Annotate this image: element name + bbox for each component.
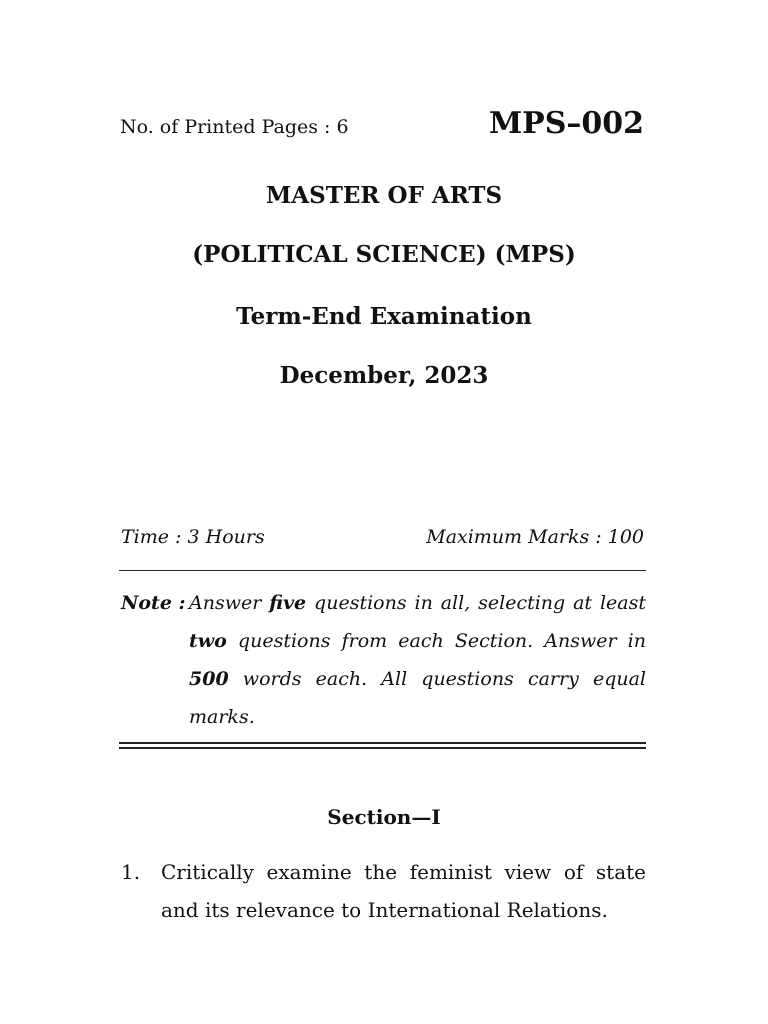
section-title: Section—I: [327, 805, 441, 829]
note-label: Note :: [121, 592, 186, 614]
maximum-marks: Maximum Marks : 100: [426, 526, 644, 548]
exam-date: December, 2023: [279, 362, 489, 389]
printed-pages-count: No. of Printed Pages : 6: [120, 116, 349, 138]
note-text: Answer: [189, 592, 270, 614]
note-emphasis: five: [269, 592, 307, 614]
exam-time: Time : 3 Hours: [121, 526, 265, 548]
note-text: questions from each Section. Answer in: [226, 630, 646, 652]
paper-code: MPS–002: [488, 106, 644, 141]
degree-title: MASTER OF ARTS: [265, 182, 503, 209]
note-text: questions in all, selecting at least: [306, 592, 646, 614]
double-divider: [119, 742, 646, 749]
note-emphasis: 500: [189, 668, 229, 690]
question-text: Critically examine the feminist view of state and its relevance to International Relations.: [161, 860, 646, 922]
divider: [119, 570, 646, 571]
note-emphasis: two: [189, 630, 227, 652]
exam-title: Term-End Examination: [236, 303, 532, 330]
subject-title: (POLITICAL SCIENCE) (MPS): [192, 241, 576, 268]
note-text: words each. All questions carry equal marks.: [189, 668, 646, 728]
instructions-note: [121, 584, 646, 736]
question-number: 1.: [121, 860, 141, 884]
note-body: [189, 584, 646, 736]
question-item: [121, 853, 646, 929]
